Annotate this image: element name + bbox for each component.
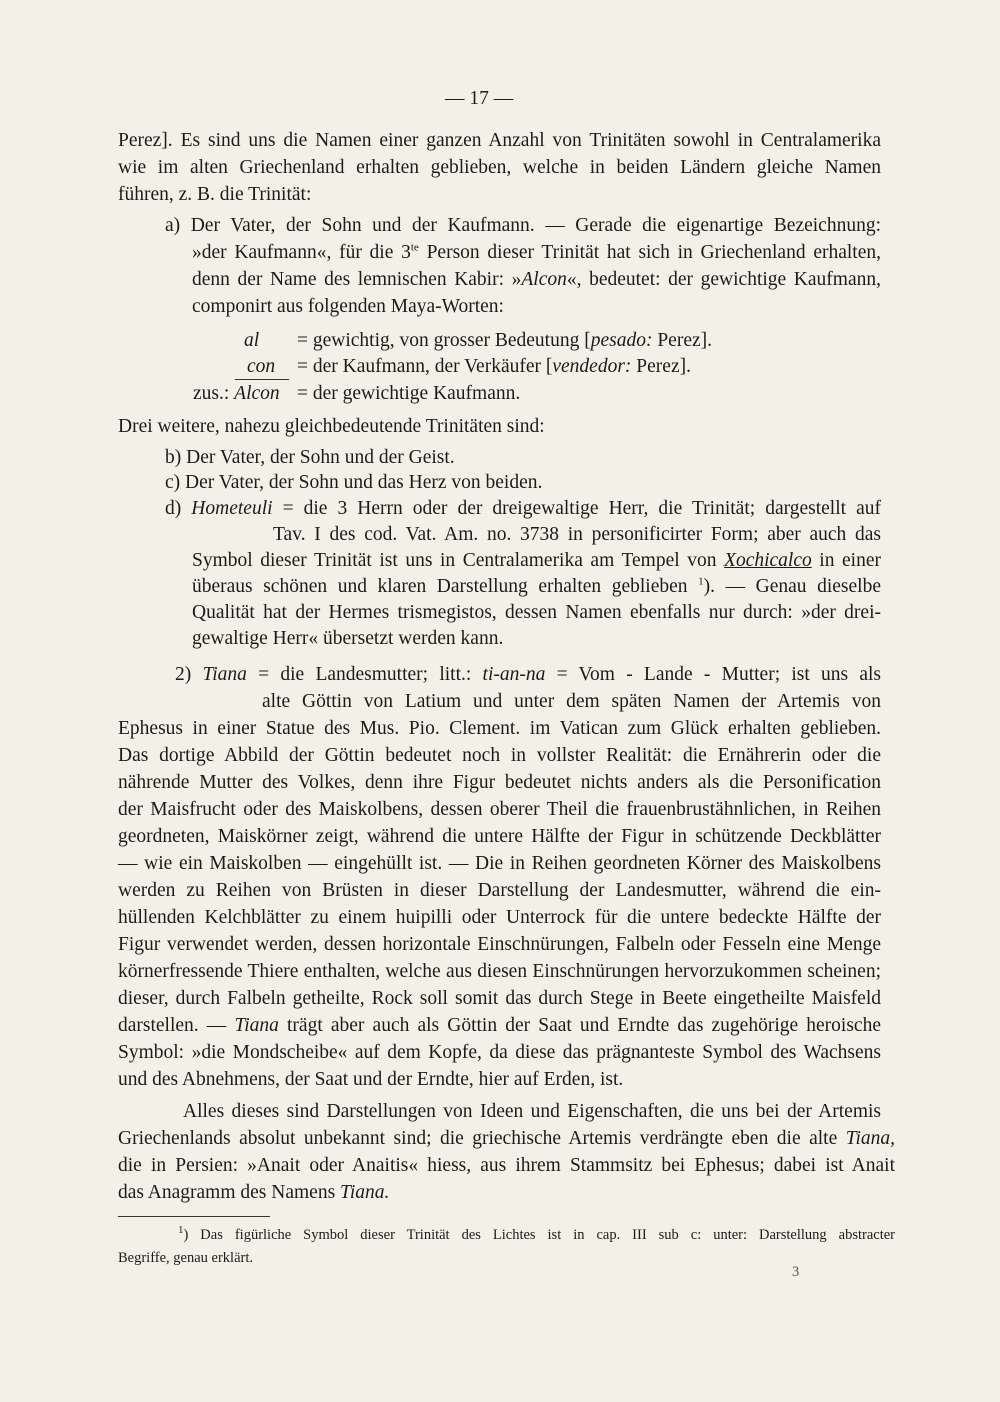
body-line: körnerfressende Thiere enthalten, welche aus diesen Einschnürungen hervorzukommen scheinen;: [118, 961, 881, 982]
footnote-rule: [118, 1216, 270, 1217]
body-line: denn der Name des lemnischen Kabir: »Alcon«, bedeutet: der gewichtige Kaufmann,: [192, 269, 881, 290]
body-line: dieser, durch Falbeln getheilte, Rock soll somit das durch Stege in Beete eingetheilte Maisfeld: [118, 988, 881, 1009]
body-line: — wie ein Maiskolben — eingehüllt ist. — Die in Reihen geordneten Körner des Maiskolbens: [118, 853, 881, 874]
body-line: das Anagramm des Namens Tiana.: [118, 1182, 390, 1203]
body-line: darstellen. — Tiana trägt aber auch als Göttin der Saat und Erndte das zugehörige heroische: [118, 1015, 881, 1036]
body-line: und des Abnehmens, der Saat und der Erndte, hier auf Erden, ist.: [118, 1069, 624, 1090]
sum-rule: [235, 379, 289, 380]
body-line: Griechenlands absolut unbekannt sind; die griechische Artemis verdrängte eben die alte Tiana,: [118, 1128, 895, 1149]
body-line: Drei weitere, nahezu gleichbedeutende Trinitäten sind:: [118, 416, 545, 437]
list-item-a: a) Der Vater, der Sohn und der Kaufmann. — Gerade die eigenartige Bezeichnung:: [165, 215, 881, 236]
body-line: gewaltige Herr« übersetzt werden kann.: [192, 628, 504, 649]
body-line: wie im alten Griechenland erhalten geblieben, welche in beiden Ländern gleiche Namen: [118, 157, 881, 178]
etym-word: al: [244, 330, 260, 351]
body-line: hüllenden Kelchblätter zu einem huipilli oder Unterrock für die untere bedeckte Hälfte der: [118, 907, 881, 928]
etym-sum-label: zus.: Alcon: [193, 383, 280, 404]
body-line: Perez]. Es sind uns die Namen einer ganzen Anzahl von Trinitäten sowohl in Centralamerika: [118, 130, 881, 151]
etym-meaning: = der gewichtige Kaufmann.: [297, 383, 521, 404]
etym-meaning: = gewichtig, von grosser Bedeutung [pesado: Perez].: [297, 330, 713, 351]
body-line: geordneten, Maiskörner zeigt, während die untere Hälfte der Figur in schützende Deckblätter: [118, 826, 881, 847]
body-line: Symbol: »die Mondscheibe« auf dem Kopfe, da diese das prägnanteste Symbol des Wachsens: [118, 1042, 881, 1063]
list-item-d: d) Hometeuli = die 3 Herrn oder der dreigewaltige Herr, die Trinität; dargestellt auf: [165, 498, 881, 519]
body-line: überaus schönen und klaren Darstellung erhalten geblieben $^1$). — Genau dieselbe: [192, 575, 882, 597]
body-line: Tav. I des cod. Vat. Am. no. 3738 in personificirter Form; aber auch das: [273, 524, 881, 545]
list-item-c: c) Der Vater, der Sohn und das Herz von beiden.: [165, 472, 543, 493]
body-line: componirt aus folgenden Maya-Worten:: [192, 296, 504, 317]
signature-mark: 3: [792, 1264, 800, 1280]
body-line: führen, z. B. die Trinität:: [118, 184, 312, 205]
body-line: Figur verwendet werden, dessen horizontale Einschnürungen, Falbeln oder Fesseln eine Menge: [118, 934, 881, 955]
page-number: — 17 —: [445, 88, 514, 109]
etym-word: con: [247, 356, 276, 377]
body-line: Symbol dieser Trinität ist uns in Centralamerika am Tempel von Xochicalco in einer: [192, 550, 881, 571]
etym-meaning: = der Kaufmann, der Verkäufer [vendedor: Perez].: [297, 356, 691, 377]
body-line: Das dortige Abbild der Göttin bedeutet noch in vollster Realität: die Ernährerin oder die: [118, 745, 881, 766]
footnote-text: $^1$) Das figürliche Symbol dieser Trinität des Lichtes ist in cap. III sub c: unter: Darstellung abstracter: [178, 1224, 895, 1243]
body-line: Alles dieses sind Darstellungen von Ideen und Eigenschaften, die uns bei der Artemis: [183, 1101, 881, 1122]
list-item-b: b) Der Vater, der Sohn und der Geist.: [165, 447, 455, 468]
body-line: die in Persien: »Anait oder Anaitis« hiess, aus ihrem Stammsitz bei Ephesus; dabei ist Anait: [118, 1155, 895, 1176]
body-line: werden zu Reihen von Brüsten in dieser Darstellung der Landesmutter, während die ein-: [118, 880, 881, 901]
section-heading-2: 2) Tiana = die Landesmutter; litt.: ti-an-na = Vom - Lande - Mutter; ist uns als: [175, 664, 881, 685]
body-line: nährende Mutter des Volkes, denn ihre Figur bedeutet nichts anders als die Personification: [118, 772, 881, 793]
footnote-text: Begriffe, genau erklärt.: [118, 1250, 254, 1266]
body-line: »der Kaufmann«, für die $3^{te}$ Person dieser Trinität hat sich in Griechenland erhalten,: [192, 241, 881, 263]
body-line: Ephesus in einer Statue des Mus. Pio. Clement. im Vatican zum Glück erhalten geblieben.: [118, 718, 881, 739]
body-line: Qualität hat der Hermes trismegistos, dessen Namen ebenfalls nur durch: »der drei-: [192, 602, 881, 623]
body-line: der Maisfrucht oder des Maiskolbens, dessen oberer Theil die frauenbrustähnlichen, in Reihen: [118, 799, 881, 820]
body-line: alte Göttin von Latium und unter dem späten Namen der Artemis von: [262, 691, 881, 712]
